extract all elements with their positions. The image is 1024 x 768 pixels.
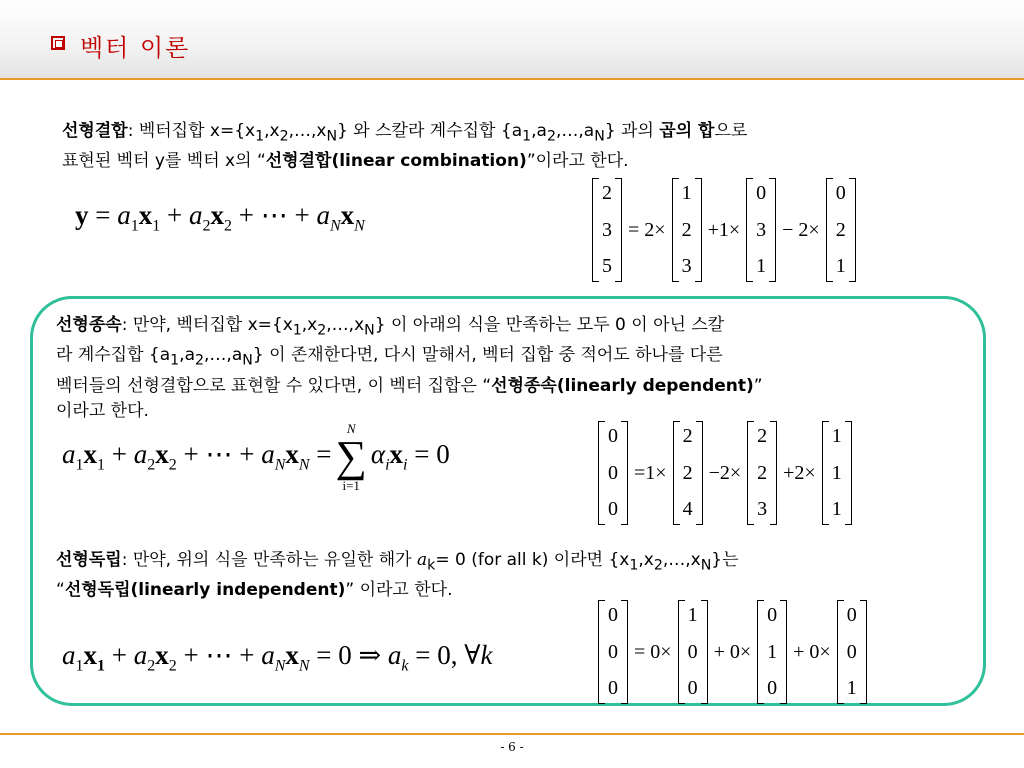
- term-linear-dependence: 선형종속: [56, 315, 122, 335]
- page-number: - 6 -: [500, 740, 524, 754]
- cell: 0: [608, 461, 618, 484]
- cell: 1: [681, 182, 692, 204]
- cell: 1: [831, 498, 842, 520]
- checkbox-bullet-icon: [51, 36, 65, 50]
- cell: 0: [835, 182, 846, 204]
- cell: 1: [756, 255, 767, 277]
- operator: +1×: [707, 218, 741, 241]
- cell: 0: [608, 425, 618, 447]
- sub: 2: [279, 128, 289, 145]
- text: 벡터들의 선형결합으로 표현할 수 있다면, 이 벡터 집합은 “: [56, 375, 492, 396]
- sub: N: [326, 128, 338, 145]
- cell: 3: [757, 498, 768, 520]
- sub: 1: [292, 322, 302, 339]
- sub: 2: [317, 322, 327, 339]
- text: 표현된 벡터 y를 벡터 x의 “: [62, 151, 266, 172]
- sub: N: [364, 322, 375, 339]
- bold-text: 선형종속(linearly dependent): [491, 375, 754, 396]
- linear-dependence-definition: 선형종속: 만약, 벡터집합 $x=\{x_1,x_2,\dots,x_N\}$ 이 아래의 식을 만족하는 모두 0 이 아닌 스칼 라 계수집합 $\{a_1,a_2,\dots,a_N\}$ 이 존재한다면, 다시 말해서, 벡터 집합 중 적어도 하나를 다른 벡터들의 선형결합으로 표현할 수 있다면, 이 벡터 집합은 “선형종속(linearly dependent)” 이라고 한다.: [56, 315, 763, 421]
- vector-2: [757, 600, 787, 704]
- vector-lhs: [598, 600, 628, 704]
- cell: 0: [687, 640, 698, 663]
- text: ” 이라고 한다.: [345, 580, 453, 601]
- bold-text: 선형결합(linear combination): [265, 151, 527, 172]
- equation-independent: $a_1x_1 + a_2x_2$ + ⋯ + $a_Nx_N = 0$ ⇒ $a_k = 0$, ∀k: [62, 640, 493, 675]
- text: = 0 (for all k) 이라면 {x: [435, 550, 630, 570]
- vector-1: [673, 421, 703, 525]
- linear-independence-definition: 선형독립: 만약, 위의 식을 만족하는 유일한 해가 $a_k= 0$ (for all k) 이라면 $\{x_1,x_2,\dots,x_N\}$는 “선형독립(linearly independent)” 이라고 한다.: [56, 550, 739, 601]
- cell: 2: [835, 218, 846, 241]
- text: 으로: [714, 121, 748, 141]
- text: 라 계수집합 {a: [56, 345, 171, 366]
- vector-3: [822, 421, 852, 525]
- footer-divider: [0, 733, 1024, 735]
- operator: = 2×: [628, 218, 666, 241]
- operator: +2×: [783, 461, 816, 484]
- cell: 0: [846, 640, 857, 663]
- text: } 이 아래의 식을 만족하는 모두 0 이 아닌 스칼: [374, 315, 725, 335]
- matrix-example-dependent: [598, 421, 852, 525]
- cell: 0: [608, 498, 618, 520]
- vector-2: [746, 178, 776, 282]
- sub: N: [594, 128, 605, 145]
- vector-lhs: [598, 421, 628, 525]
- cell: 1: [835, 255, 846, 277]
- sub: 2: [546, 128, 556, 145]
- text: } 이 존재한다면, 다시 말해서, 벡터 집합 중 적어도 하나를 다른: [252, 345, 723, 366]
- vector-1: [678, 600, 708, 704]
- cell: 1: [687, 604, 698, 626]
- text: ,…,a: [555, 121, 595, 141]
- vector-3: [837, 600, 867, 704]
- sub: N: [700, 557, 712, 574]
- cell: 0: [608, 640, 618, 663]
- operator: = 0×: [634, 640, 672, 663]
- equation-linear-combination: $y = a_1x_1 + a_2x_2$ + ⋯ + $a_Nx_N$: [75, 200, 365, 235]
- vector-3: [826, 178, 856, 282]
- cell: 0: [687, 677, 698, 699]
- cell: 5: [602, 255, 612, 277]
- summation-symbol: N ∑ i=1: [335, 421, 367, 493]
- text: } 과의: [604, 121, 660, 141]
- text: : 만약, 위의 식을 만족하는 유일한 해가: [121, 550, 417, 570]
- cell: 1: [846, 677, 857, 699]
- header-divider: [0, 78, 1024, 80]
- text: ,…,x: [288, 121, 327, 141]
- operator: + 0×: [713, 640, 752, 663]
- text: “: [56, 580, 65, 601]
- bold-text: 선형독립(linearly independent): [64, 580, 346, 601]
- sub: 2: [653, 557, 663, 574]
- cell: 0: [767, 604, 778, 626]
- cell: 1: [831, 425, 842, 447]
- cell: 2: [682, 461, 693, 484]
- text: 이라고 한다.: [56, 400, 149, 421]
- matrix-example-combination: [592, 178, 856, 282]
- text: : 벡터집합 x={x: [127, 121, 256, 141]
- equation-sum-zero: $a_1x_1 + a_2x_2$ + ⋯ + $a_Nx_N$ = N ∑ i=1 $\alpha_ix_i = 0$: [62, 421, 450, 493]
- cell: 2: [757, 461, 768, 484]
- cell: 3: [681, 255, 692, 277]
- text: }는: [711, 550, 739, 570]
- cell: 0: [767, 677, 778, 699]
- cell: 2: [682, 425, 693, 447]
- sub: 1: [522, 128, 532, 145]
- cell: 2: [757, 425, 768, 447]
- cell: 1: [767, 640, 778, 663]
- sum-lower-limit: i=1: [342, 478, 360, 493]
- operator: =1×: [634, 461, 667, 484]
- vector-1: [672, 178, 702, 282]
- operator: −2×: [708, 461, 742, 484]
- cell: 0: [608, 677, 618, 699]
- cell: 3: [602, 218, 612, 241]
- cell: 3: [756, 218, 767, 241]
- term-linear-independence: 선형독립: [56, 550, 122, 570]
- bold-text: 곱의 합: [659, 121, 715, 141]
- slide-title: 벡터 이론: [80, 34, 191, 62]
- cell: 2: [681, 218, 692, 241]
- sub: N: [242, 352, 253, 369]
- operator: + 0×: [793, 640, 831, 663]
- sub: 1: [255, 128, 265, 145]
- cell: 0: [608, 604, 618, 626]
- sub: 1: [170, 352, 180, 369]
- text: ”이라고 한다.: [526, 151, 629, 172]
- operator: − 2×: [782, 218, 820, 241]
- cell: 2: [602, 182, 612, 204]
- text: ,x: [264, 121, 280, 141]
- cell: 0: [756, 182, 767, 204]
- matrix-example-independent: [598, 600, 867, 704]
- term-linear-combination: 선형결합: [62, 121, 128, 141]
- sub: k: [427, 557, 436, 574]
- sum-upper-limit: N: [346, 421, 356, 436]
- math-a: a: [417, 550, 428, 570]
- text: : 만약, 벡터집합 x={x: [121, 315, 293, 335]
- cell: 4: [682, 498, 693, 520]
- cell: 0: [846, 604, 857, 626]
- text: ,a: [531, 121, 547, 141]
- sub: 2: [195, 352, 205, 369]
- vector-lhs: [592, 178, 622, 282]
- cell: 1: [831, 461, 842, 484]
- text: } 와 스칼라 계수집합 {a: [337, 121, 523, 141]
- linear-combination-definition: [62, 119, 747, 174]
- sub: 1: [629, 557, 639, 574]
- text: ”: [753, 375, 763, 396]
- vector-2: [747, 421, 777, 525]
